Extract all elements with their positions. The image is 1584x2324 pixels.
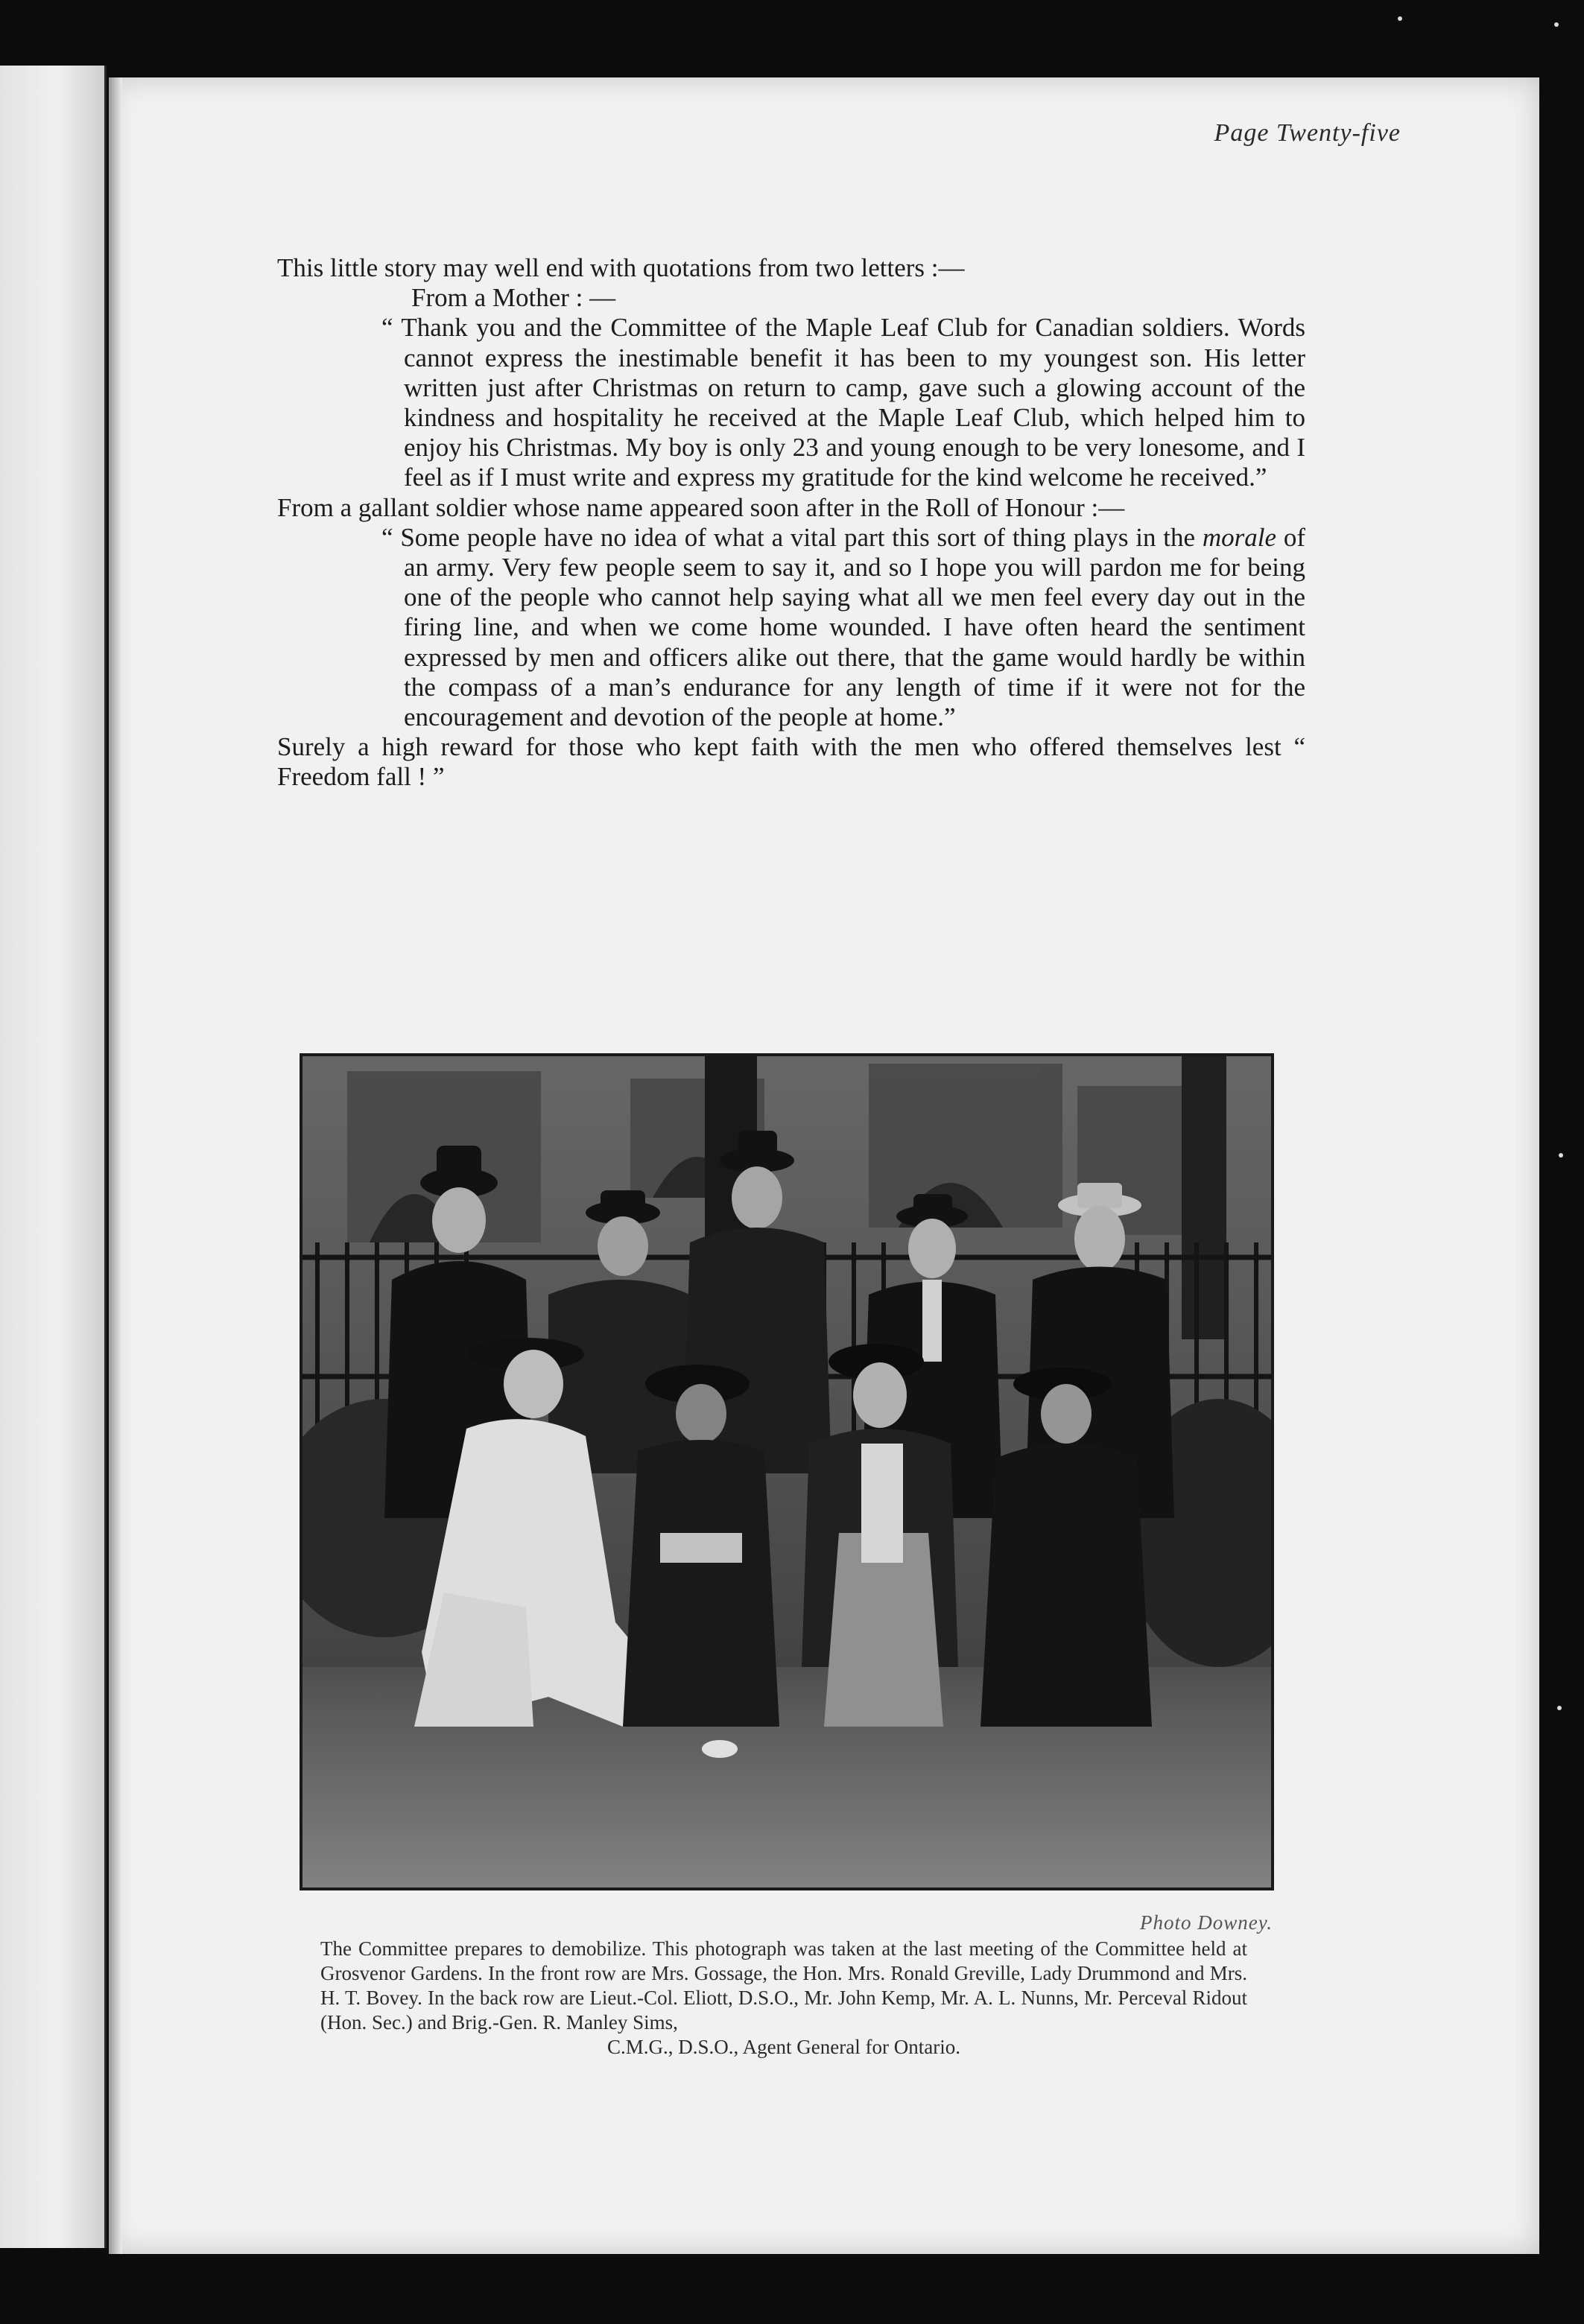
intro-paragraph: This little story may well end with quotations from two letters :— [277,253,965,282]
italic-word: morale [1202,522,1277,552]
scan-speck [1557,1706,1562,1710]
committee-photograph [300,1053,1274,1890]
soldier-letter-quote [277,523,1305,732]
scan-speck [1398,16,1402,21]
photo-illustration [302,1056,1271,1888]
caption-last-line: C.M.G., D.S.O., Agent General for Ontario. [607,2036,960,2058]
from-mother-heading: From a Mother : — [411,283,616,313]
mother-letter-quote: “ Thank you and the Committee of the Maple Leaf Club for Canadian soldiers. Words cannot express the inestimable benefit it has been to my youngest son. His letter written just after Christmas on return to camp, gave such a glowing account of the kindness and hospitality he received at the Maple Leaf Club, which helped him to enjoy his Christmas. My boy is only 23 and young enough to be very lonesome, and I feel as if I must write and express my gratitude for the kind welcome he received.” [381,313,1305,492]
page-number: Page Twenty-five [1214,119,1401,147]
closing-paragraph: Surely a high reward for those who kept faith with the men who offered themselves lest “ Freedom fall ! ” [277,732,1305,792]
scan-speck [1554,22,1559,27]
body-text [277,253,1305,793]
caption-text: The Committee prepares to demobilize. This photograph was taken at the last meeting of the Committee held at Grosvenor Gardens. In the front row are Mrs. Gossage, the Hon. Mrs. Ronald Greville, Lady Drummond and Mrs. H. T. Bovey. In the back row are Lieut.-Col. Eliott, D.S.O., Mr. John Kemp, Mr. A. L. Nunns, Mr. Perceval Ridout (Hon. Sec.) and Brig.-Gen. R. Manley Sims, [320,1937,1247,2034]
photo-caption [320,1937,1247,2060]
page-gutter [109,77,122,2254]
photo-credit: Photo Downey. [1140,1911,1273,1934]
quote-text: “ Some people have no idea of what a vital part this sort of thing plays in the [381,522,1203,552]
scan-speck [1559,1153,1563,1158]
soldier-intro-paragraph: From a gallant soldier whose name appeared soon after in the Roll of Honour :— [277,492,1125,522]
facing-page-edge [0,66,107,2248]
quote-text-continued: of an army. Very few people seem to say it, and so I hope you will pardon me for being one of the people who cannot help saying what all we men feel every day out in the firing line, and when we come home wounded. I have often heard the sentiment expressed by men and officers alike out there, that the game would hardly be within the compass of a man’s endurance for any length of time if it were not for the encouragement and devotion of the people at home.” [404,522,1306,732]
